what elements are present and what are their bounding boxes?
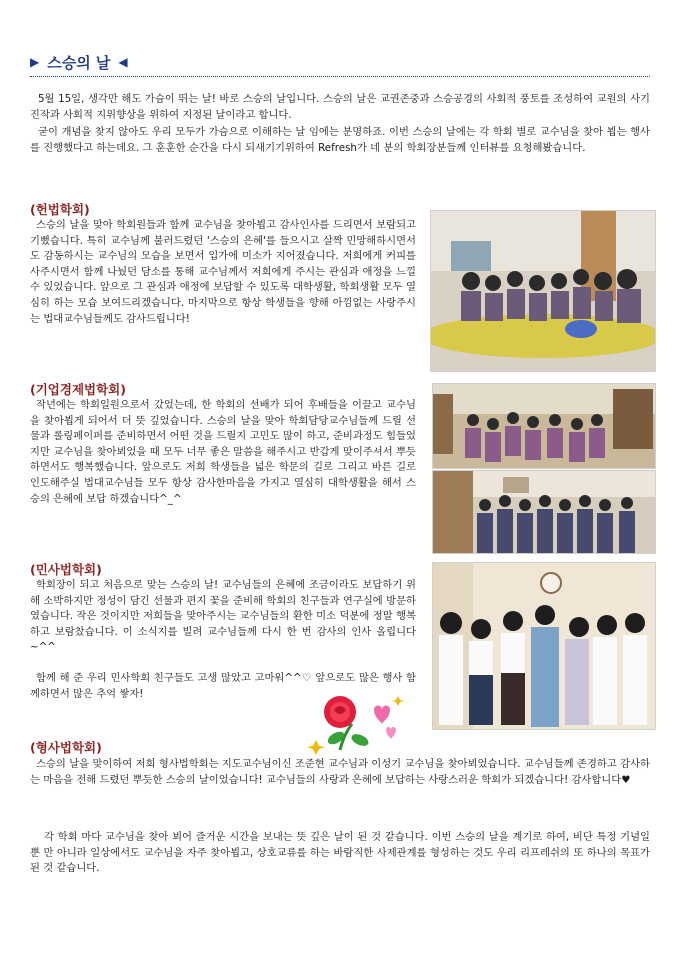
section-body-constitutional-law: 스승의 날을 맞아 학회원들과 함께 교수님을 찾아뵙고 감사인사를 드리면서 보람되고 기뻤습니다. 특히 교수님께 불러드렸던 '스승의 은혜'를 들으시고 살짝 민망해하시면서도 감동하시는 교수님의 모습을 보면서 입가에 미소가 지어졌습니다. 저희에게 커피를 사주시면서 함께 나눴던 담소를 통해 교수님께서 저희에게 주시는 관심과 애정을 느낄 수 있었습니다. 앞으로 그 관심과 애정에 보답할 수 있도록 대학생활, 학회생활 모두 열심히 하는 모습 보여드리겠습니다. 마지막으로 항상 학생들을 향해 아낌없는 사랑주시는 법대교수님들께도 감사드립니다! bbox=[30, 219, 416, 325]
section-heading-corporate-economic-law: (기업경제법학회) bbox=[30, 382, 126, 397]
section-body-corporate-economic-law: 작년에는 학회일원으로서 갔었는데, 한 학회의 선배가 되어 후배들을 이끌고 교수님을 찾아뵙게 되어서 더 뜻 깊었습니다. 스승의 날을 맞아 학회담당교수님들께 드릴 선물과 롤링페이퍼를 준비하면서 어떤 것을 드릴지 고민도 많이 하고, 준비과정도 힘들었지만 교수님을 찾아뵈었을 때 모두 너무 좋은 말씀을 해주시고 반갑게 맞이주셔서 뿌듯하면서도 행복했습니다. 앞으로도 저희 학생들을 넓은 학문의 길로 그리고 바른 길로 인도해주실 법대교수님들 모두 항상 감사한마음을 가지고 열심히 대학생활을 해서 스승의 은혜에 보답 하겠습니다^_^ bbox=[30, 399, 416, 505]
photo-civil-law-group bbox=[432, 562, 656, 730]
rose-illustration bbox=[300, 690, 408, 756]
title-divider bbox=[30, 76, 650, 78]
intro-paragraph-2: 굳이 개념을 찾지 않아도 우리 모두가 가슴으로 이해하는 날 임에는 분명하죠. 이번 스승의 날에는 각 학회 별로 교수님을 찾아 뵙는 행사를 진행했다고 하는데요. 그 훈훈한 순간을 다시 되새기기위하여 Refresh가 네 분의 학회장분들께 인터뷰를 요청해봤습니다. bbox=[30, 126, 650, 154]
title-text: 스승의 날 bbox=[47, 53, 111, 72]
closing-paragraph: 각 학회 마다 교수님을 찾아 뵈어 즐거운 시간을 보내는 뜻 깊은 날이 된 것 같습니다. 이번 스승의 날을 계기로 하여, 비단 특정 기념일 뿐 만 아니라 일상에서도 교수님을 자주 찾아뵙고, 상호교류를 하는 바람직한 사제관계를 형성하는 것도 우리 리프레쉬의 또 하나의 목표가 된 것 같습니다. bbox=[30, 831, 650, 875]
title-right-marker: ◀ bbox=[118, 55, 128, 69]
photo-corporate-law-group bbox=[432, 470, 656, 554]
section-heading-constitutional-law: (헌법학회) bbox=[30, 202, 90, 217]
photo-corporate-law-office bbox=[432, 383, 656, 469]
intro-paragraph-1: 5월 15일, 생각만 해도 가슴이 뛰는 날! 바로 스승의 날입니다. 스승의 날은 교권존중과 스승공경의 사회적 풍토를 조성하여 교원의 사기진작과 사회적 지위향상을 위하여 지정된 날이라고 합니다. bbox=[30, 93, 650, 121]
photo-constitutional-law-group bbox=[430, 210, 656, 372]
section-heading-criminal-law: (형사법학회) bbox=[30, 740, 102, 755]
section-body-criminal-law: 스승의 날을 맞이하여 저희 형사법학회는 지도교수님이신 조준현 교수님과 이성기 교수님을 찾아뵈었습니다. 교수님들께 존경하고 감사하는 마음을 전해 드렸던 뿌듯한 스승의 날이었습니다! 교수님들의 사랑과 은혜에 보답하는 사랑스러운 학회가 되겠습니다! 감사합니다♥ bbox=[30, 758, 650, 786]
page-title bbox=[30, 52, 650, 72]
section-body-civil-law-2: 함께 해 준 우리 민사학회 친구들도 고생 많았고 고마워^^♡ 앞으로도 많은 행사 함께하면서 많은 추억 쌓자! bbox=[30, 672, 416, 700]
title-left-marker: ▶ bbox=[30, 55, 40, 69]
section-body-civil-law: 학회장이 되고 처음으로 맞는 스승의 날! 교수님들의 은혜에 조금이라도 보답하기 위해 소박하지만 정성이 담긴 선물과 편지 꽃을 준비해 학회의 친구들과 연구실에 방문하였습니다. 작은 것이지만 저희들을 맞아주시는 교수님들의 환한 미소 덕분에 정말 행복하고 보람찼습니다. 이 소식지를 빌려 교수님들께 다시 한 번 감사의 인사 올립니다~^^ bbox=[30, 579, 416, 654]
section-heading-civil-law: (민사법학회) bbox=[30, 562, 102, 577]
